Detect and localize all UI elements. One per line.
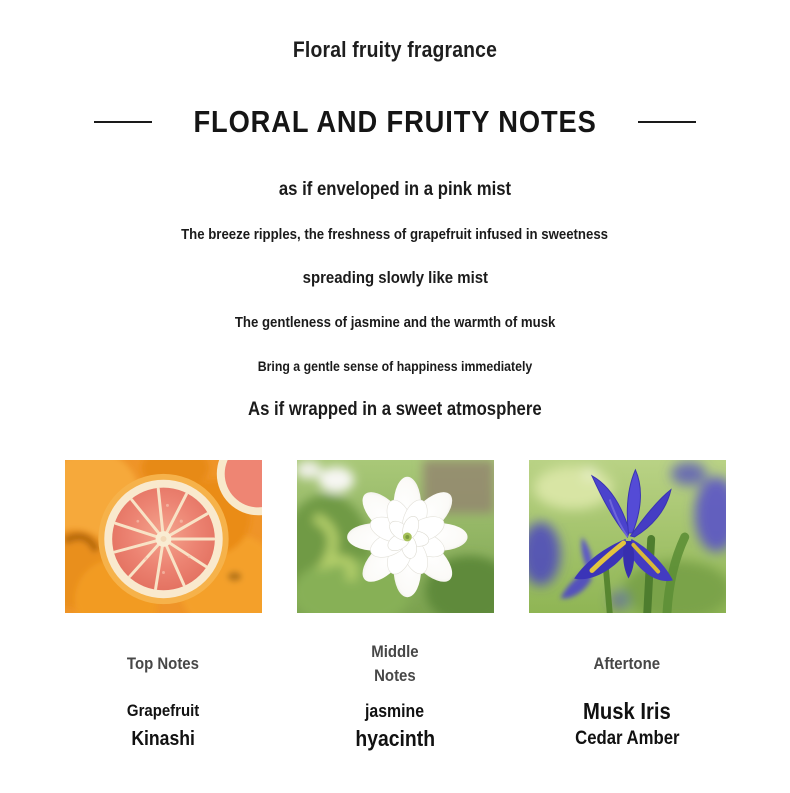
intro-line-3-text: spreading slowly like mist bbox=[302, 268, 488, 287]
intro-line-2-text: The breeze ripples, the freshness of grapefruit infused in sweetness bbox=[181, 226, 609, 243]
heading-row bbox=[0, 102, 790, 142]
intro-line-1 bbox=[0, 178, 790, 202]
ingredient-jasmine bbox=[350, 698, 440, 724]
note-column-middle-notes bbox=[297, 460, 494, 754]
ingredient-grapefruit-text: Grapefruit bbox=[126, 701, 200, 720]
heading-rule-left bbox=[94, 121, 152, 123]
stage-label-middle-text: Middle bbox=[371, 642, 419, 661]
page-title bbox=[166, 102, 624, 142]
ingredients-middle-notes bbox=[350, 698, 440, 754]
intro-line-5 bbox=[0, 357, 790, 375]
intro-line-4-text: The gentleness of jasmine and the warmth of musk bbox=[234, 314, 556, 331]
ingredient-kinashi-text: Kinashi bbox=[131, 728, 195, 750]
stage-label-top-notes bbox=[122, 640, 204, 688]
ingredients-top-notes bbox=[122, 698, 204, 754]
stage-label-notes-text: Notes bbox=[374, 666, 416, 685]
grapefruit-photo bbox=[65, 460, 262, 613]
note-column-top-notes bbox=[65, 460, 262, 754]
intro-line-2 bbox=[0, 225, 790, 245]
intro-line-6 bbox=[0, 399, 790, 421]
intro-line-3 bbox=[0, 267, 790, 289]
stage-label-aftertone-text: Aftertone bbox=[593, 654, 661, 673]
stage-label-middle-notes bbox=[368, 640, 422, 688]
eyebrow-title-text: Floral fruity fragrance bbox=[292, 37, 498, 62]
iris-photo bbox=[529, 460, 726, 613]
eyebrow-title bbox=[0, 38, 790, 62]
jasmine-photo bbox=[297, 460, 494, 613]
ingredient-kinashi bbox=[122, 724, 204, 754]
ingredients-aftertone bbox=[568, 698, 687, 754]
ingredient-cedar-amber-text: Cedar Amber bbox=[574, 728, 680, 749]
ingredient-hyacinth-text: hyacinth bbox=[355, 726, 435, 751]
ingredient-jasmine-text: jasmine bbox=[365, 701, 425, 721]
ingredient-grapefruit bbox=[122, 698, 204, 724]
intro-line-4 bbox=[0, 313, 790, 333]
fragrance-notes-row bbox=[0, 460, 790, 754]
page-title-text: FLORAL AND FRUITY NOTES bbox=[193, 104, 597, 139]
intro-line-6-text: As if wrapped in a sweet atmosphere bbox=[248, 399, 542, 420]
ingredient-cedar-amber bbox=[568, 724, 687, 754]
ingredient-hyacinth bbox=[350, 724, 440, 754]
ingredient-musk-iris-text: Musk Iris bbox=[583, 698, 671, 724]
ingredient-musk-iris bbox=[568, 698, 687, 724]
stage-label-top-notes-text: Top Notes bbox=[126, 654, 200, 673]
intro-line-1-text: as if enveloped in a pink mist bbox=[278, 179, 512, 200]
stage-label-aftertone bbox=[589, 640, 665, 688]
heading-rule-right bbox=[638, 121, 696, 123]
intro-line-5-text: Bring a gentle sense of happiness immediately bbox=[257, 358, 533, 374]
note-column-aftertone bbox=[529, 460, 726, 754]
